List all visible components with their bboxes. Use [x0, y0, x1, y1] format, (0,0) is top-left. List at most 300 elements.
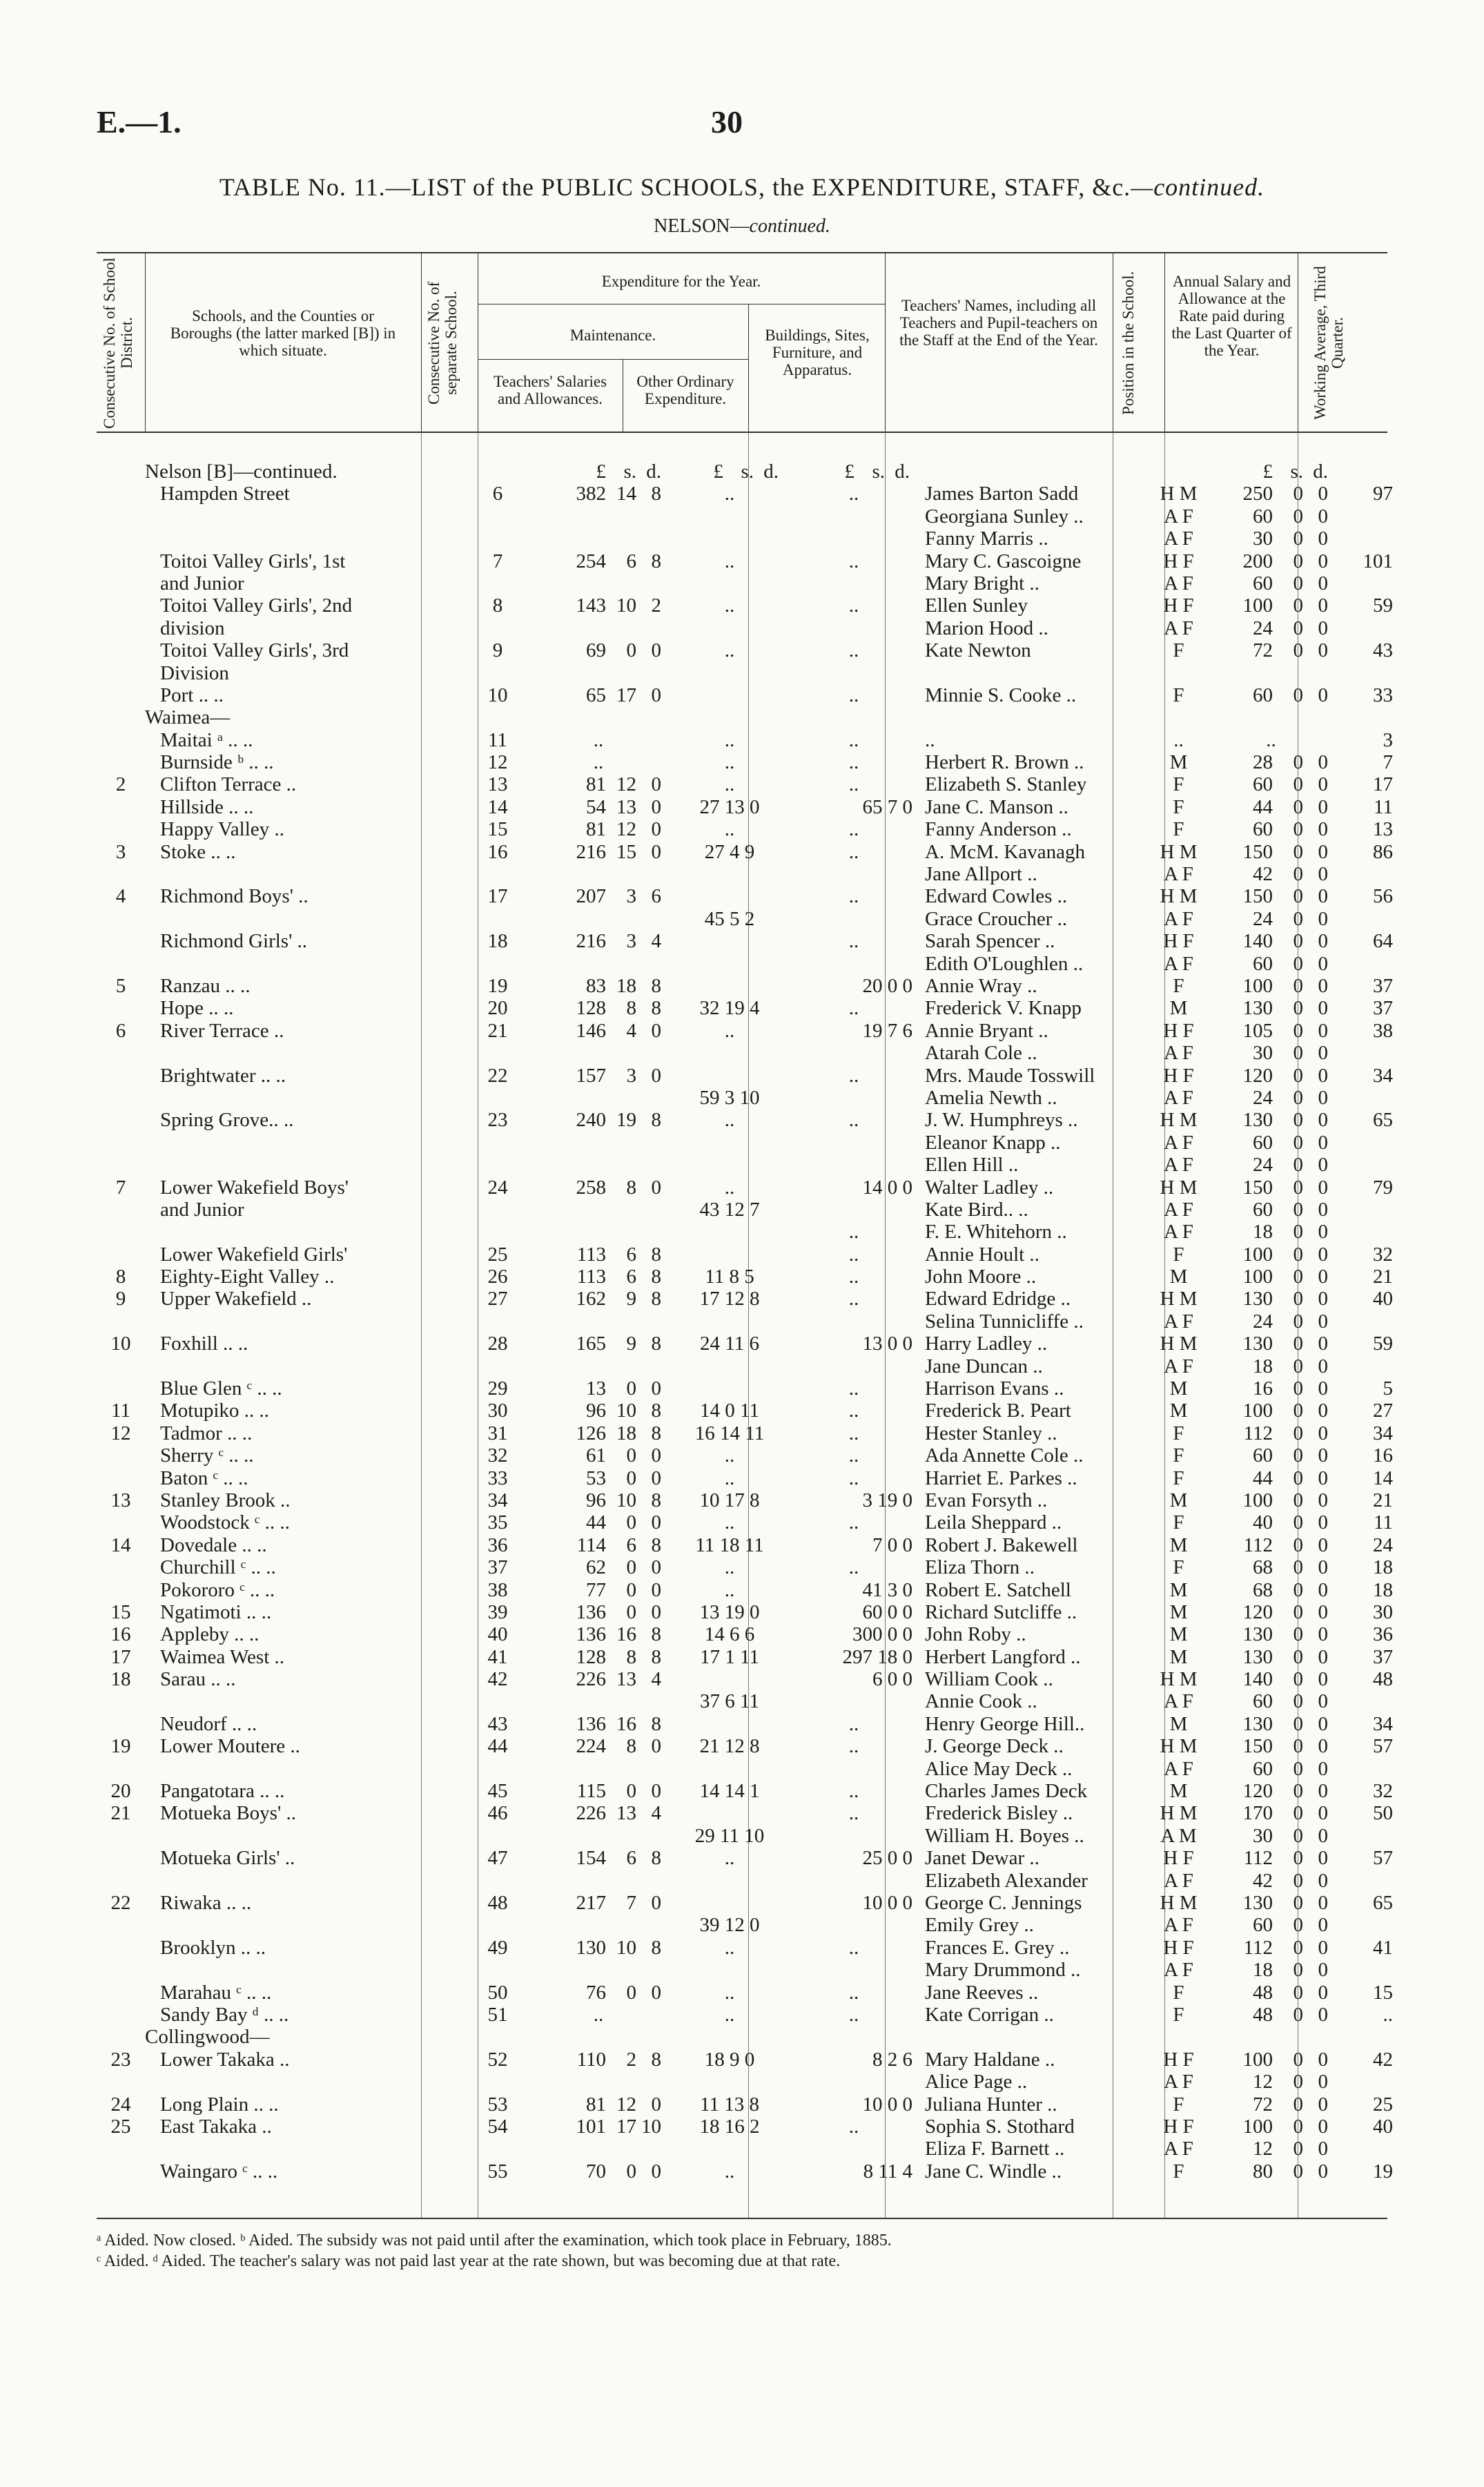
header-other-expenditure: Other Ordinary Expenditure. [636, 373, 734, 407]
table-row [97, 2160, 1393, 2183]
buildings-dots: .. [848, 751, 859, 774]
teacher-name: Eleanor Knapp .. [925, 1131, 1061, 1154]
school-name: Lower Wakefield Girls' [160, 1243, 348, 1266]
position: M [1169, 1623, 1188, 1646]
school-no: 41 [487, 1645, 508, 1668]
teachers-salaries-shillings: 10 [616, 1936, 636, 1959]
school-no-cell [469, 1310, 526, 1333]
school-no: 36 [487, 1533, 508, 1556]
teacher-name: Harry Ladley .. [925, 1333, 1048, 1355]
teachers-salaries-pounds: 81 [586, 2093, 606, 2116]
teachers-salaries-pounds: 113 [576, 1266, 606, 1288]
teachers-salaries-cell [526, 1377, 671, 1400]
school-cell [145, 1065, 469, 1087]
table-row [97, 1333, 1393, 1355]
header-salary: Annual Salary and Allowance at the Rate paid during the Last Quarter of the Year. [1171, 273, 1292, 359]
teacher-name: Annie Bryant .. [925, 1019, 1048, 1042]
position: M [1169, 1377, 1188, 1400]
school-name: division [160, 617, 225, 639]
school-name: Eighty-Eight Valley .. [160, 1266, 335, 1288]
school-no-cell [469, 1780, 526, 1802]
teacher-name-cell [919, 1802, 1153, 1824]
salary-pounds: 170 [1242, 1802, 1273, 1825]
teachers-salaries-cell [526, 1758, 671, 1780]
school-no-cell [469, 550, 526, 572]
working-average: 34 [1373, 1422, 1393, 1444]
district-no: 20 [110, 1780, 131, 1803]
salary-shillings: 0 [1293, 2071, 1303, 2093]
table-row [97, 1780, 1393, 1802]
teacher-name-cell [919, 1623, 1153, 1645]
attendance-cell [1338, 662, 1393, 684]
table-row [97, 1355, 1393, 1377]
school-no-cell [469, 930, 526, 952]
teachers-salaries-cell [526, 1892, 671, 1914]
position-cell [1153, 1735, 1204, 1757]
other-expenditure-cell [671, 1333, 788, 1355]
attendance-cell [1338, 1333, 1393, 1355]
buildings-cell [788, 483, 919, 505]
buildings-cell [788, 550, 919, 572]
working-average: 19 [1373, 2160, 1393, 2183]
teachers-salaries-shillings: 8 [626, 1176, 636, 1199]
school-no-cell [469, 796, 526, 818]
other-expenditure-dots: .. [724, 1981, 735, 2004]
attendance-cell [1338, 1489, 1393, 1511]
attendance-cell [1338, 1556, 1393, 1578]
school-no-cell [469, 885, 526, 907]
school-cell [145, 1288, 469, 1310]
position: H M [1160, 1109, 1198, 1132]
other-expenditure-dots: .. [724, 773, 735, 796]
salary-pence: 0 [1318, 639, 1328, 662]
other-expenditure-amount: 17 1 11 [700, 1645, 759, 1668]
table-row [97, 1467, 1393, 1489]
buildings-amount: 13 0 0 [862, 1333, 912, 1355]
buildings-cell [788, 639, 919, 661]
buildings-cell [788, 953, 919, 975]
buildings-dots: .. [848, 773, 859, 796]
salary-shillings: 0 [1293, 684, 1303, 706]
school-cell [145, 1199, 469, 1221]
other-expenditure-dots: .. [724, 2003, 735, 2026]
table-title-suffix: —continued. [1131, 173, 1265, 201]
salary-cell [1204, 796, 1338, 818]
school-no-cell [469, 1467, 526, 1489]
attendance-cell [1338, 1937, 1393, 1959]
teachers-salaries-cell [526, 1355, 671, 1377]
buildings-cell [788, 1713, 919, 1735]
school-no-cell [469, 1333, 526, 1355]
salary-pounds: 16 [1253, 1377, 1273, 1400]
position-cell [1153, 1802, 1204, 1824]
salary-pounds: 60 [1253, 1131, 1273, 1154]
teacher-name: Leila Sheppard .. [925, 1511, 1062, 1534]
district-no-cell [97, 773, 145, 795]
attendance-cell [1338, 684, 1393, 706]
school-no-cell [469, 818, 526, 840]
buildings-cell [788, 1310, 919, 1333]
teacher-name: Elizabeth Alexander [925, 1869, 1088, 1892]
school-cell [145, 751, 469, 773]
teachers-salaries-pence: 8 [651, 2048, 661, 2071]
salary-shillings: 0 [1293, 863, 1303, 886]
attendance-cell [1338, 1042, 1393, 1064]
salary-shillings: 0 [1293, 2138, 1303, 2160]
school-cell [145, 773, 469, 795]
school-no-cell [469, 1892, 526, 1914]
school-no: 47 [487, 1847, 508, 1870]
district-no-cell [97, 1870, 145, 1892]
teachers-salaries-cell [526, 1042, 671, 1064]
district-no-cell [97, 1042, 145, 1064]
teacher-name: .. [925, 728, 935, 751]
district-no-cell [97, 550, 145, 572]
teachers-salaries-shillings: 12 [616, 2093, 636, 2116]
teachers-salaries-pounds: 157 [576, 1064, 606, 1087]
salary-pence: 0 [1318, 594, 1328, 617]
teacher-name: William Cook .. [925, 1668, 1053, 1691]
buildings-amount: 8 2 6 [872, 2048, 912, 2071]
other-expenditure-cell [671, 818, 788, 840]
school-no-cell [469, 1601, 526, 1623]
salary-pence: 0 [1318, 1221, 1328, 1244]
other-expenditure-amount: 11 18 11 [695, 1533, 764, 1556]
school-cell [145, 1668, 469, 1690]
salary-cell [1204, 1914, 1338, 1936]
teachers-salaries-cell [526, 1982, 671, 2004]
teachers-salaries-pounds: 258 [576, 1176, 606, 1199]
position-cell [1153, 1937, 1204, 1959]
position-cell [1153, 684, 1204, 706]
teachers-salaries-pence: 8 [651, 1288, 661, 1310]
salary-pounds: 42 [1253, 1869, 1273, 1892]
other-expenditure-cell [671, 1377, 788, 1400]
teacher-name: Harrison Evans .. [925, 1377, 1064, 1400]
school-cell [145, 1802, 469, 1824]
buildings-dots: .. [848, 818, 859, 841]
teacher-name: Kate Newton [925, 639, 1031, 662]
district-no: 6 [115, 1019, 126, 1042]
district-no-cell [97, 1937, 145, 1959]
salary-shillings: 0 [1293, 1914, 1303, 1937]
school-no: 43 [487, 1712, 508, 1735]
school-no: 37 [487, 1556, 508, 1579]
district-no-cell [97, 684, 145, 706]
school-no-cell [469, 1825, 526, 1847]
table-row [97, 1444, 1393, 1467]
other-expenditure-cell [671, 1579, 788, 1601]
attendance-cell [1338, 550, 1393, 572]
buildings-amount: 8 11 4 [863, 2160, 912, 2183]
teachers-salaries-cell [526, 1288, 671, 1310]
salary-pence: 0 [1318, 1780, 1328, 1803]
school-no-cell [469, 528, 526, 550]
salary-shillings: 0 [1293, 1847, 1303, 1870]
school-no-cell [469, 1623, 526, 1645]
school-no: 32 [487, 1444, 508, 1467]
teachers-salaries-pounds: 53 [586, 1467, 606, 1489]
salary-cell [1204, 1556, 1338, 1578]
other-expenditure-amount: 11 13 8 [700, 2093, 759, 2116]
salary-pence: 0 [1318, 1109, 1328, 1132]
header-district-no: Consecutive No. of School District. [101, 258, 135, 429]
table-row [97, 1288, 1393, 1310]
school-no-cell [469, 1646, 526, 1668]
other-expenditure-cell [671, 1847, 788, 1869]
salary-pounds: 60 [1253, 952, 1273, 975]
district-no-cell [97, 1154, 145, 1176]
table-row [97, 1266, 1393, 1288]
body-bottom-rule [97, 2218, 1387, 2219]
teachers-salaries-cell [526, 1780, 671, 1802]
table-row [97, 1937, 1393, 1959]
table-row [97, 550, 1393, 572]
teacher-name: Richard Sutcliffe .. [925, 1600, 1077, 1623]
other-expenditure-cell [671, 885, 788, 907]
school-cell [145, 818, 469, 840]
district-no-cell [97, 1020, 145, 1042]
header-expenditure: Expenditure for the Year. [601, 273, 761, 290]
salary-pence: 0 [1318, 1064, 1328, 1087]
salary-pence: 0 [1318, 1266, 1328, 1288]
buildings-dots: .. [848, 1981, 859, 2004]
school-name: Foxhill .. .. [160, 1333, 248, 1355]
buildings-cell [788, 2160, 919, 2183]
school-no-cell [469, 2004, 526, 2026]
salary-shillings: 0 [1293, 1131, 1303, 1154]
district-no-cell [97, 1601, 145, 1623]
school-name: Division [160, 661, 229, 684]
teacher-name: Fanny Marris .. [925, 528, 1048, 550]
salary-pence: 0 [1318, 2003, 1328, 2026]
district-no: 14 [110, 1533, 131, 1556]
teachers-salaries-pence: 0 [651, 1511, 661, 1534]
district-no-cell [97, 975, 145, 997]
salary-cell [1204, 1422, 1338, 1444]
salary-cell [1204, 1825, 1338, 1847]
other-expenditure-cell [671, 1020, 788, 1042]
school-no-cell [469, 1690, 526, 1712]
other-expenditure-cell [671, 2026, 788, 2048]
district-no: 19 [110, 1735, 131, 1758]
school-cell [145, 706, 469, 728]
salary-shillings: 0 [1293, 2160, 1303, 2183]
school-cell [145, 2071, 469, 2093]
other-expenditure-cell [671, 975, 788, 997]
position: H M [1160, 885, 1198, 908]
teachers-salaries-pounds: 128 [576, 1645, 606, 1668]
district-no-cell [97, 639, 145, 661]
salary-pence: 0 [1318, 550, 1328, 572]
position: A F [1164, 617, 1193, 639]
district-no-cell [97, 751, 145, 773]
school-cell [145, 1982, 469, 2004]
teachers-salaries-cell [526, 684, 671, 706]
school-cell [145, 1914, 469, 1936]
other-expenditure-cell [671, 1690, 788, 1712]
buildings-dots: .. [848, 997, 859, 1020]
buildings-cell [788, 1087, 919, 1109]
other-expenditure-cell [671, 1467, 788, 1489]
other-expenditure-cell [671, 1892, 788, 1914]
teacher-name: J. W. Humphreys .. [925, 1109, 1078, 1132]
teacher-name-cell [919, 1758, 1153, 1780]
teachers-salaries-shillings: 8 [626, 997, 636, 1020]
other-expenditure-cell [671, 1199, 788, 1221]
salary-pounds: 130 [1242, 1333, 1273, 1355]
buildings-cell [788, 528, 919, 550]
position-cell [1153, 505, 1204, 528]
working-average: 30 [1373, 1600, 1393, 1623]
working-average: 65 [1373, 1109, 1393, 1132]
salary-pence: 0 [1318, 1668, 1328, 1691]
position-cell [1153, 1579, 1204, 1601]
working-average: 97 [1373, 483, 1393, 505]
teacher-name-cell [919, 572, 1153, 594]
school-name: Waimea— [145, 706, 231, 729]
salary-pounds: 24 [1253, 1154, 1273, 1177]
other-expenditure-amount: 21 12 8 [699, 1735, 760, 1758]
salary-pounds: 24 [1253, 907, 1273, 930]
school-name: Maitai ᵃ .. .. [160, 728, 253, 751]
position-cell [1153, 930, 1204, 952]
other-expenditure-cell [671, 1758, 788, 1780]
teachers-salaries-cell [526, 975, 671, 997]
other-expenditure-cell [671, 505, 788, 528]
school-cell [145, 2093, 469, 2116]
school-cell [145, 1825, 469, 1847]
salary-pounds: 150 [1242, 1735, 1273, 1758]
position-cell [1153, 2138, 1204, 2160]
school-cell [145, 550, 469, 572]
school-cell [145, 930, 469, 952]
table-row [97, 930, 1393, 952]
salary-pence: 0 [1318, 1310, 1328, 1333]
position: A F [1164, 2071, 1193, 2093]
salary-shillings: 0 [1293, 1668, 1303, 1691]
col-sep-6 [885, 252, 886, 433]
attendance-cell [1338, 796, 1393, 818]
school-no: 49 [487, 1936, 508, 1959]
teachers-salaries-pence: 0 [651, 1735, 661, 1758]
teachers-salaries-pounds: 226 [576, 1668, 606, 1691]
salary-cell [1204, 505, 1338, 528]
salary-cell [1204, 1511, 1338, 1533]
salary-shillings: 0 [1293, 1064, 1303, 1087]
other-expenditure-dots: .. [724, 639, 735, 662]
school-cell [145, 594, 469, 617]
school-cell [145, 572, 469, 594]
school-name: Happy Valley .. [160, 818, 284, 841]
other-expenditure-cell [671, 908, 788, 930]
salary-pence: 0 [1318, 1712, 1328, 1735]
maintenance-underline [478, 359, 748, 360]
school-no: 39 [487, 1600, 508, 1623]
district-no: 22 [110, 1892, 131, 1914]
school-name: Burnside ᵇ .. .. [160, 751, 274, 774]
salary-cell [1204, 1355, 1338, 1377]
other-expenditure-cell [671, 953, 788, 975]
position: H F [1163, 1847, 1194, 1870]
buildings-cell [788, 1467, 919, 1489]
attendance-cell [1338, 1847, 1393, 1869]
salary-pence: 0 [1318, 1154, 1328, 1177]
attendance-cell [1338, 863, 1393, 885]
position: A F [1164, 1757, 1193, 1780]
buildings-cell [788, 1042, 919, 1064]
other-expenditure-amount: 14 0 11 [700, 1400, 759, 1422]
salary-shillings: 0 [1293, 1533, 1303, 1556]
teachers-salaries-pounds: 216 [576, 840, 606, 863]
other-expenditure-cell [671, 1780, 788, 1802]
school-no: 54 [487, 2115, 508, 2138]
school-name: Baton ᶜ .. .. [160, 1467, 248, 1489]
other-expenditure-dots: .. [724, 1176, 735, 1199]
teacher-name-cell [919, 1847, 1153, 1869]
school-cell [145, 1109, 469, 1131]
teacher-name-cell [919, 1333, 1153, 1355]
teacher-name: Fanny Anderson .. [925, 818, 1072, 841]
district-no-cell [97, 1333, 145, 1355]
working-average: 25 [1373, 2093, 1393, 2116]
other-expenditure-cell [671, 2071, 788, 2093]
attendance-cell [1338, 1690, 1393, 1712]
teachers-salaries-cell [526, 1132, 671, 1154]
school-no-cell [469, 505, 526, 528]
attendance-cell [1338, 483, 1393, 505]
salary-cell [1204, 1690, 1338, 1712]
salary-pounds: 140 [1242, 930, 1273, 953]
teachers-salaries-shillings: 18 [616, 1422, 636, 1444]
table-row [97, 841, 1393, 863]
teacher-name: Mary Haldane .. [925, 2048, 1055, 2071]
teachers-salaries-pounds: 44 [586, 1511, 606, 1534]
salary-cell [1204, 1087, 1338, 1109]
teachers-salaries-cell [526, 1489, 671, 1511]
table-row [97, 1646, 1393, 1668]
other-expenditure-dots: .. [724, 1467, 735, 1489]
position-cell [1153, 1825, 1204, 1847]
salary-shillings: 0 [1293, 1243, 1303, 1266]
school-cell [145, 639, 469, 661]
buildings-cell [788, 1914, 919, 1936]
salary-pounds: 130 [1242, 1645, 1273, 1668]
school-no: 22 [487, 1064, 508, 1087]
attendance-cell [1338, 594, 1393, 617]
school-no-cell [469, 729, 526, 751]
school-no: 19 [487, 974, 508, 997]
other-expenditure-cell [671, 1154, 788, 1176]
buildings-cell [788, 2138, 919, 2160]
salary-pence: 0 [1318, 1400, 1328, 1422]
position-cell [1153, 1780, 1204, 1802]
table-row [97, 1802, 1393, 1824]
teacher-name: Atarah Cole .. [925, 1042, 1037, 1065]
teachers-salaries-pence: 8 [651, 1333, 661, 1355]
teachers-salaries-cell [526, 2116, 671, 2138]
salary-shillings: 0 [1293, 1377, 1303, 1400]
teachers-salaries-shillings: 0 [626, 1467, 636, 1489]
teacher-name: Henry George Hill.. [925, 1712, 1085, 1735]
other-expenditure-cell [671, 930, 788, 952]
teacher-name-cell [919, 1959, 1153, 1981]
teacher-name-cell [919, 483, 1153, 505]
salary-cell [1204, 1534, 1338, 1556]
salary-shillings: 0 [1293, 1198, 1303, 1221]
school-no: 24 [487, 1176, 508, 1199]
salary-cell [1204, 1870, 1338, 1892]
